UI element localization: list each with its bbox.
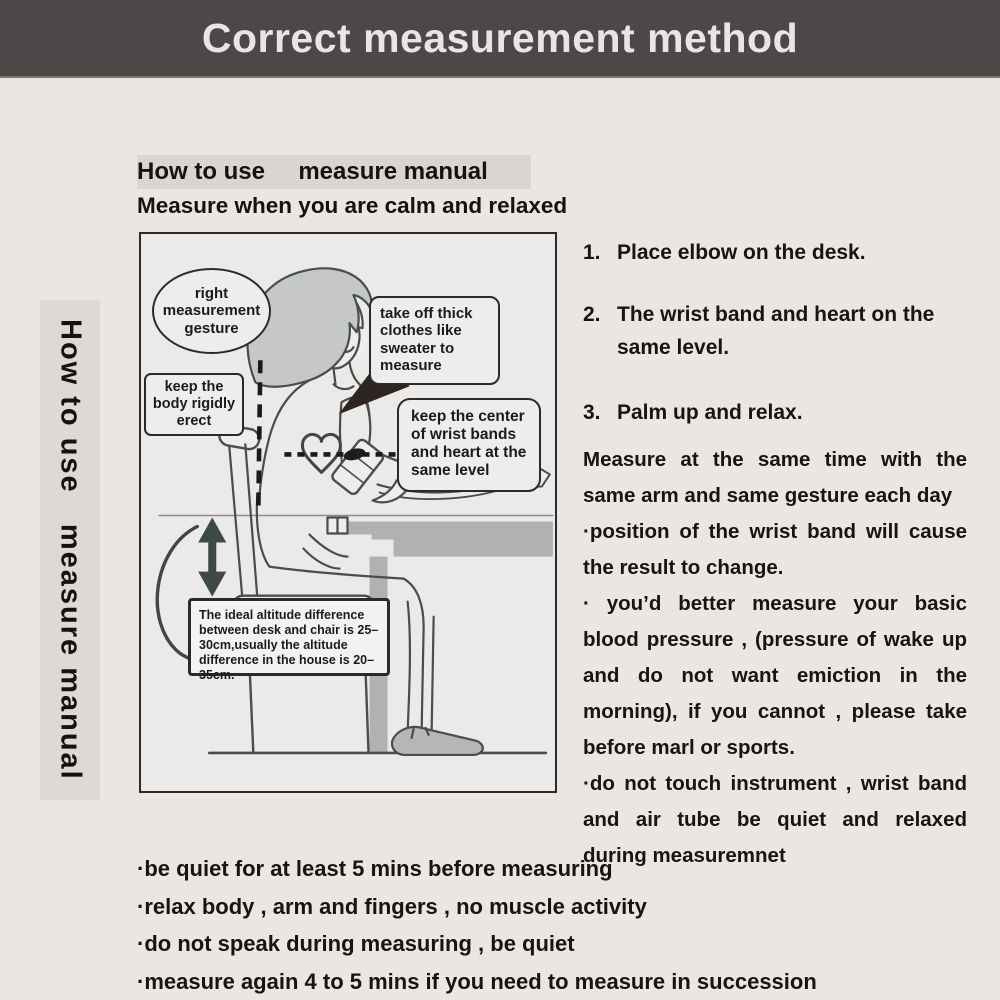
tip-item: ·be quiet for at least 5 mins before measuring — [137, 856, 613, 881]
callout-take-off-clothes-text: take off thick clothes like sweater to measure — [380, 305, 473, 375]
title-bar — [0, 0, 1000, 78]
measurement-illustration-panel — [139, 232, 557, 793]
tip-item: ·relax body , arm and fingers , no muscle activity — [137, 893, 647, 919]
callout-wrist-center-text: keep the center of wrist bands and heart at the same level — [411, 408, 527, 479]
tip-item: ·do not speak during measuring , be quiet — [137, 931, 575, 956]
callout-body-erect-text: keep the body rigidly erect — [152, 379, 236, 429]
back-line — [259, 380, 309, 496]
note-item: Measure at the same time with the same arm and same gesture each day — [583, 448, 967, 507]
section-subheading: Measure when you are calm and relaxed — [137, 193, 568, 218]
vertical-label-text: How to use measure manual — [54, 319, 87, 781]
callout-altitude-difference-text: The ideal altitude difference between desk and chair is 25–30cm,usually the altitude difference in the house is 20–35cm. — [199, 608, 379, 682]
note-item: ·position of the wrist band will cause the result to change. — [583, 520, 967, 579]
note-item: ·do not touch instrument , wrist band and air tube be quiet and relaxed during measuremnet — [583, 772, 967, 867]
page-title: Correct measurement method — [201, 14, 799, 61]
heart-icon — [302, 434, 340, 472]
step-1-number: 1. — [583, 241, 601, 264]
step-3-text: Palm up and relax. — [617, 401, 803, 424]
tip-item: ·measure again 4 to 5 mins if you need to measure in succession — [137, 968, 817, 994]
callout-right-gesture-text: right measurement gesture — [162, 284, 261, 337]
callout-wrist-center — [397, 398, 541, 492]
callout-body-erect — [144, 373, 244, 436]
note-item: · you’d better measure your basic blood pressure , (pressure of wake up and do not want emiction in the morning), if you cannot , please take before marl or sports. — [583, 592, 967, 759]
slipper — [392, 727, 483, 755]
step-3 — [583, 396, 803, 429]
callout-altitude-difference — [188, 598, 390, 682]
section-heading: How to use measure manual — [137, 158, 488, 185]
section-heading-band — [137, 155, 531, 189]
bottom-tips-list — [137, 850, 867, 1000]
leg — [404, 579, 434, 731]
step-2-number: 2. — [583, 303, 601, 326]
callout-right-gesture — [152, 268, 271, 354]
notes-block — [583, 442, 967, 874]
height-adjust-arrow-icon — [198, 518, 226, 597]
step-1 — [583, 236, 866, 269]
step-2-text: The wrist band and heart on the same level. — [617, 303, 935, 359]
vertical-sidebar-label — [40, 300, 100, 800]
desk-top — [345, 522, 552, 557]
step-2 — [583, 298, 967, 364]
step-3-number: 3. — [583, 401, 601, 424]
callout-take-off-clothes — [369, 296, 500, 385]
step-1-text: Place elbow on the desk. — [617, 241, 866, 264]
